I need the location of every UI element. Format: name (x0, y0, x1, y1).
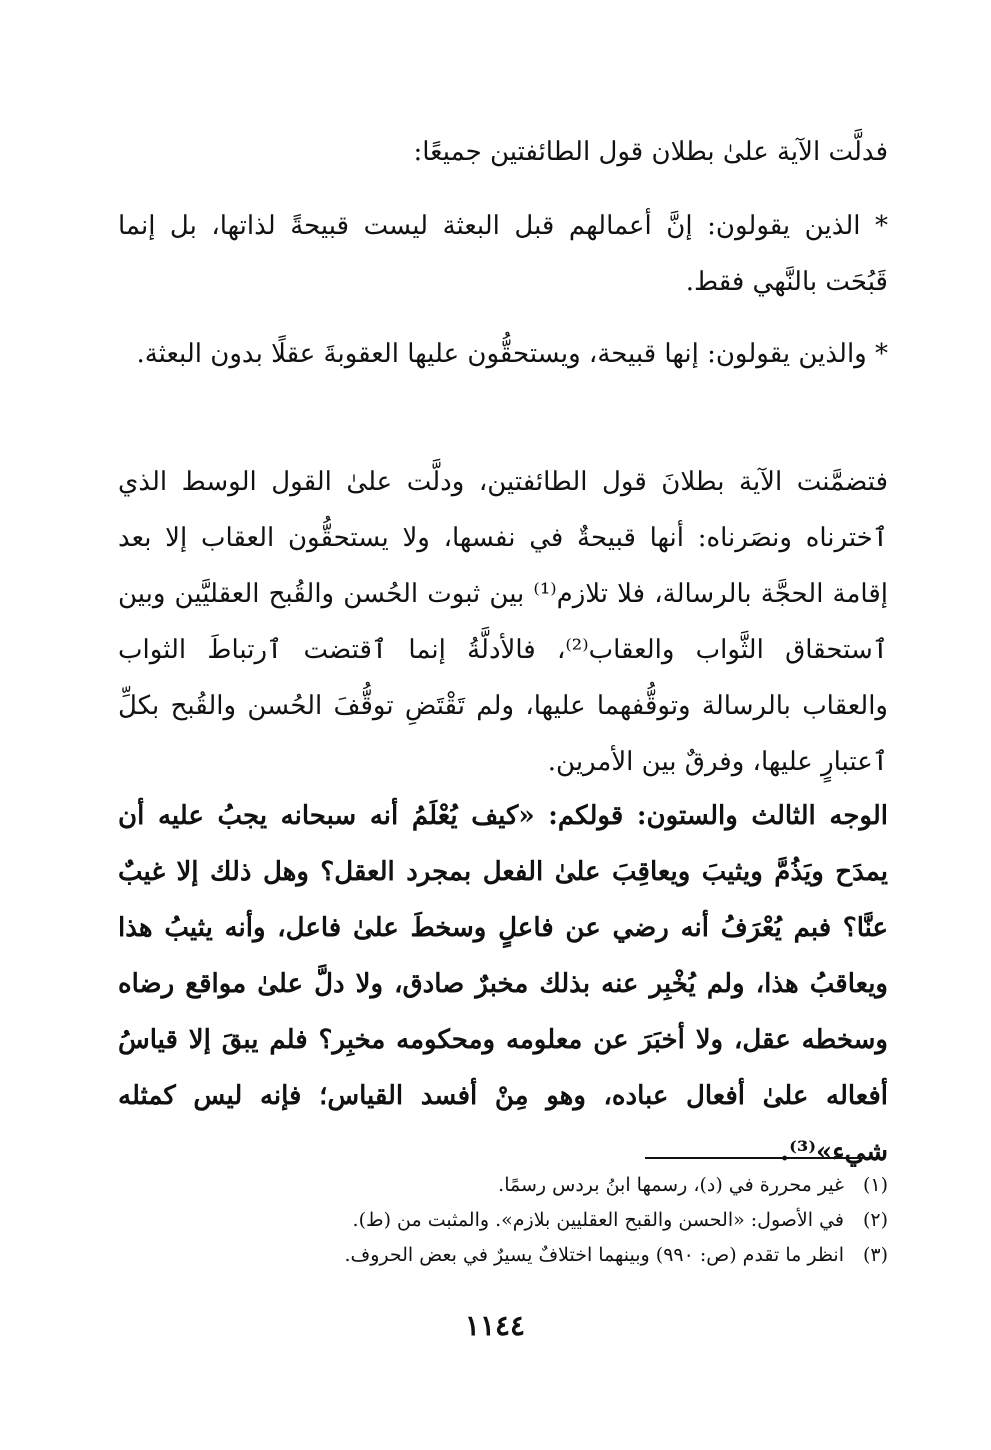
footnote (118, 1168, 888, 1203)
footnote-marker: (٣) (862, 1244, 888, 1266)
footnote-text: غير محررة في (د)، رسمها ابنُ بردس رسمًا. (498, 1174, 844, 1196)
footnote-text: انظر ما تقدم (ص: ٩٩٠) وبينهما اختلافٌ يسيرٌ في بعض الحروف. (344, 1244, 844, 1266)
footnote (118, 1203, 888, 1238)
footnotes (118, 1168, 888, 1273)
footnote-marker: (١) (862, 1174, 888, 1196)
footnote (118, 1238, 888, 1273)
footnote-marker: (٢) (862, 1209, 888, 1231)
footnote-separator (645, 1157, 885, 1159)
paragraph-middle-view: فتضمَّنت الآية بطلانَ قول الطائفتين، ودلَّت علىٰ القول الوسط الذي ٱخترناه ونصَرناه: أنها قبيحةٌ في نفسها، ولا يستحقُّون العقاب إلا بعد إقامة الحجَّة بالرسالة، فلا تلازم⁽¹⁾ بين ثبوت الحُسن والقُبح العقليَّين وبين ٱستحقاق الثَّواب والعقاب⁽²⁾، فالأدلَّةُ إنما ٱقتضت ٱرتباطَ الثواب والعقاب بالرسالة وتوقُّفهما عليها، ولم تَقْتَضِ توقُّفَ الحُسن والقُبح بكلِّ ٱعتبارٍ عليها، وفرقٌ بين الأمرين. (118, 467, 888, 777)
paragraph-conclusion: فدلَّت الآية علىٰ بطلان قول الطائفتين جميعًا: (413, 137, 888, 167)
paragraph-second-group: * والذين يقولون: إنها قبيحة، ويستحقُّون عليها العقوبةَ عقلًا بدون البعثة. (136, 339, 888, 369)
page-number: ١١٤٤ (464, 1309, 526, 1342)
footnote-text: في الأصول: «الحسن والقبح العقليين بلازم». والمثبت من (ط). (352, 1209, 844, 1231)
paragraph-first-group: * الذين يقولون: إنَّ أعمالهم قبل البعثة ليست قبيحةً لذاتها، بل إنما قَبُحَت بالنَّهي فقط. (118, 211, 888, 297)
paragraph-sixty-third-aspect: الوجه الثالث والستون: قولكم: «كيف يُعْلَمُ أنه سبحانه يجبُ عليه أن يمدَح ويَذُمَّ ويثيبَ ويعاقِبَ علىٰ الفعل بمجرد العقل؟ وهل ذلك إلا غيبٌ عنَّا؟ فبم يُعْرَفُ أنه رضي عن فاعلٍ وسخطَ علىٰ فاعل، وأنه يثيبُ هذا ويعاقبُ هذا، ولم يُخْبِر عنه بذلك مخبرٌ صادق، ولا دلَّ علىٰ مواقع رضاه وسخطه عقل، ولا أخبَرَ عن معلومه ومحكومه مخبِر؟ فلم يبقَ إلا قياسُ أفعاله علىٰ أفعال عباده، وهو مِنْ أفسد القياس؛ فإنه ليس كمثله شيء»⁽³⁾. (118, 801, 888, 1167)
